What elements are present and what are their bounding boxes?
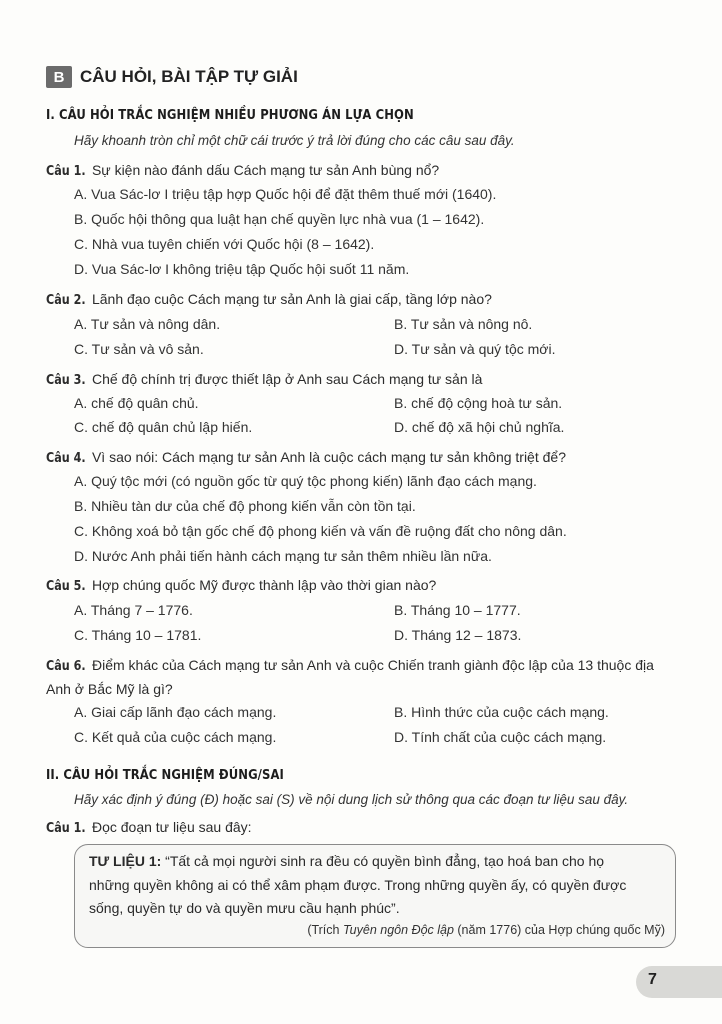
doc-line-3: sống, quyền tự do và quyền mưu cầu hạnh phúc”.	[89, 900, 400, 916]
q4-option-b[interactable]: B. Nhiều tàn dư của chế độ phong kiến vẫn còn tồn tại.	[74, 498, 416, 514]
q2-option-d[interactable]: D. Tư sản và quý tộc mới.	[394, 341, 556, 357]
question-text: Hợp chúng quốc Mỹ được thành lập vào thời gian nào?	[88, 577, 437, 593]
q6-option-a[interactable]: A. Giai cấp lãnh đạo cách mạng.	[74, 704, 277, 720]
doc-line-1	[89, 853, 604, 869]
question-label: Câu 2.	[46, 293, 86, 308]
q1-option-b[interactable]: B. Quốc hội thông qua luật hạn chế quyền lực nhà vua (1 – 1642).	[74, 211, 485, 227]
question-text: Chế độ chính trị được thiết lập ở Anh sau Cách mạng tư sản là	[88, 371, 483, 387]
section-badge: B	[46, 66, 72, 88]
cite-prefix: (Trích	[307, 923, 343, 937]
q3-option-d[interactable]: D. chế độ xã hội chủ nghĩa.	[394, 419, 565, 435]
q2-option-a[interactable]: A. Tư sản và nông dân.	[74, 316, 221, 332]
q5-option-c[interactable]: C. Tháng 10 – 1781.	[74, 627, 202, 643]
q2-option-b[interactable]: B. Tư sản và nông nô.	[394, 316, 533, 332]
doc-citation	[307, 923, 665, 937]
question-text: Điểm khác của Cách mạng tư sản Anh và cuộc Chiến tranh giành độc lập của 13 thuộc địa	[88, 657, 654, 673]
question-3	[46, 371, 482, 388]
doc-text: “Tất cả mọi người sinh ra đều có quyền bình đẳng, tạo hoá ban cho họ	[161, 853, 605, 869]
question-6	[46, 657, 654, 674]
question-text: Sự kiện nào đánh dấu Cách mạng tư sản Anh bùng nổ?	[88, 162, 440, 178]
q1-option-c[interactable]: C. Nhà vua tuyên chiến với Quốc hội (8 – 1642).	[74, 236, 375, 252]
question-5	[46, 577, 436, 594]
cite-suffix: (năm 1776) của Hợp chúng quốc Mỹ)	[453, 923, 665, 937]
question-label: Câu 4.	[46, 451, 86, 466]
q3-option-b[interactable]: B. chế độ cộng hoà tư sản.	[394, 395, 563, 411]
q6-option-d[interactable]: D. Tính chất của cuộc cách mạng.	[394, 729, 607, 745]
part2-instruction: Hãy xác định ý đúng (Đ) hoặc sai (S) về nội dung lịch sử thông qua các đoạn tư liệu sau đây.	[74, 792, 629, 807]
question-label: Câu 1.	[46, 821, 86, 836]
question-label: Câu 3.	[46, 373, 86, 388]
q4-option-a[interactable]: A. Quý tộc mới (có nguồn gốc từ quý tộc phong kiến) lãnh đạo cách mạng.	[74, 473, 537, 489]
question-6-continued: Anh ở Bắc Mỹ là gì?	[46, 681, 173, 697]
page-number: 7	[648, 971, 657, 988]
q1-option-d[interactable]: D. Vua Sác-lơ I không triệu tập Quốc hội suốt 11 năm.	[74, 261, 410, 277]
q4-option-c[interactable]: C. Không xoá bỏ tận gốc chế độ phong kiến và vấn đề ruộng đất cho nông dân.	[74, 523, 567, 539]
part1-heading: I. CÂU HỎI TRẮC NGHIỆM NHIỀU PHƯƠNG ÁN LỰA CHỌN	[46, 107, 414, 123]
question-label: Câu 6.	[46, 659, 86, 674]
q3-option-c[interactable]: C. chế độ quân chủ lập hiến.	[74, 419, 253, 435]
q5-option-b[interactable]: B. Tháng 10 – 1777.	[394, 602, 521, 618]
q3-option-a[interactable]: A. chế độ quân chủ.	[74, 395, 199, 411]
section-header	[46, 66, 298, 88]
document-box	[74, 844, 676, 948]
q1-option-a[interactable]: A. Vua Sác-lơ I triệu tập hợp Quốc hội để đặt thêm thuế mới (1640).	[74, 186, 497, 202]
question-text: Lãnh đạo cuộc Cách mạng tư sản Anh là giai cấp, tầng lớp nào?	[88, 291, 492, 307]
q5-option-a[interactable]: A. Tháng 7 – 1776.	[74, 602, 193, 618]
part2-heading: II. CÂU HỎI TRẮC NGHIỆM ĐÚNG/SAI	[46, 767, 284, 783]
question-label: Câu 1.	[46, 164, 86, 179]
question-1	[46, 162, 439, 179]
question-2	[46, 291, 492, 308]
q6-option-b[interactable]: B. Hình thức của cuộc cách mạng.	[394, 704, 609, 720]
question-label: Câu 5.	[46, 579, 86, 594]
doc-label: TƯ LIỆU 1:	[89, 853, 162, 869]
question-4	[46, 449, 566, 466]
doc-line-2: những quyền không ai có thể xâm phạm được. Trong những quyền ấy, có quyền được	[89, 877, 627, 893]
q4-option-d[interactable]: D. Nước Anh phải tiến hành cách mạng tư sản thêm nhiều lần nữa.	[74, 548, 492, 564]
q2-option-c[interactable]: C. Tư sản và vô sản.	[74, 341, 204, 357]
section-title: CÂU HỎI, BÀI TẬP TỰ GIẢI	[80, 67, 298, 86]
cite-title: Tuyên ngôn Độc lập	[342, 923, 454, 937]
q5-option-d[interactable]: D. Tháng 12 – 1873.	[394, 627, 522, 643]
question-text: Vì sao nói: Cách mạng tư sản Anh là cuộc cách mạng tư sản không triệt để?	[88, 449, 566, 465]
part2-question-1	[46, 819, 252, 836]
part1-instruction: Hãy khoanh tròn chỉ một chữ cái trước ý trả lời đúng cho các câu sau đây.	[74, 133, 515, 148]
q6-option-c[interactable]: C. Kết quả của cuộc cách mạng.	[74, 729, 277, 745]
question-text: Đọc đoạn tư liệu sau đây:	[88, 819, 252, 835]
